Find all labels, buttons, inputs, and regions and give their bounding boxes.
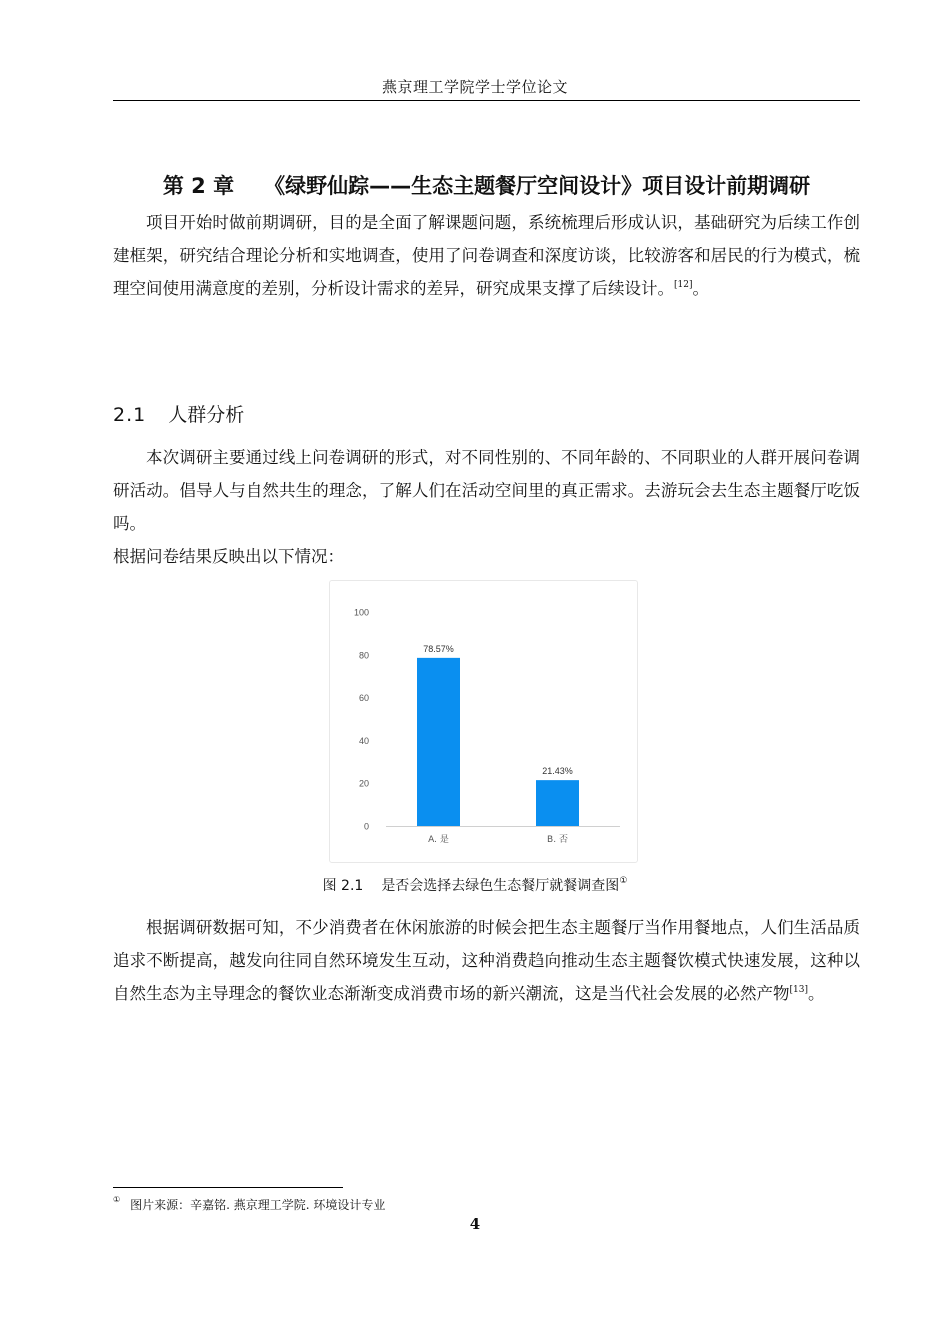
footnote-text: 图片来源：辛嘉铭. 燕京理工学院. 环境设计专业 [130,1198,386,1212]
bar-chart [330,581,637,862]
section-title: 人群分析 [168,404,245,426]
analysis-paragraph-end: 。 [807,984,825,1003]
bar-value-label: 78.57% [423,643,454,654]
header-rule [113,100,860,101]
chapter-number: 第 2 章 [162,174,235,198]
survey-intro-line [113,540,860,573]
survey-intro-text: 根据问卷结果反映出以下情况： [113,547,344,566]
section-paragraph-text: 本次调研主要通过线上问卷调研的形式，对不同性别的、不同年龄的、不同职业的人群开展问卷调研活动。倡导人与自然共生的理念，了解人们在活动空间里的真正需求。去游玩会去生态主题餐厅吃饭吗。 [113,448,860,533]
y-tick-label: 20 [358,778,369,789]
footnote-rule [113,1187,343,1188]
intro-paragraph-end: 。 [692,279,709,298]
figure-footnote-mark: ① [619,876,628,886]
bar-1 [417,658,460,826]
figure-caption-text: 是否会选择去绿色生态餐厅就餐调查图 [381,878,620,894]
bar-chart-figure [329,580,638,863]
section-number: 2.1 [113,404,147,426]
figure-number: 图 2.1 [322,878,364,894]
section-paragraph [113,441,860,540]
citation-12: [12] [674,280,693,290]
footnote [113,1196,385,1213]
chapter-title-text: 《绿野仙踪——生态主题餐厅空间设计》项目设计前期调研 [264,174,811,198]
y-tick-label: 0 [363,821,369,832]
x-tick-label: A. 是 [428,835,449,845]
running-header: 燕京理工学院学士学位论文 [381,78,568,96]
page-number: 4 [469,1215,481,1233]
y-tick-label: 80 [358,650,369,661]
y-tick-label: 60 [358,693,369,704]
figure-caption [0,875,950,895]
intro-paragraph-text: 项目开始时做前期调研，目的是全面了解课题问题，系统梳理后形成认识，基础研究为后续工作创建框架，研究结合理论分析和实地调查，使用了问卷调查和深度访谈，比较游客和居民的行为模式，梳理空间使用满意度的差别，分析设计需求的差异，研究成果支撑了后续设计。 [113,213,860,298]
section-heading [113,400,244,427]
bar-value-label: 21.43% [542,766,573,777]
y-tick-label: 100 [353,607,369,618]
intro-paragraph [113,206,860,305]
citation-13: [13] [789,985,808,995]
chapter-title [113,170,860,200]
x-tick-label: B. 否 [547,835,568,845]
bar-2 [536,780,579,826]
analysis-paragraph-text: 根据调研数据可知，不少消费者在休闲旅游的时候会把生态主题餐厅当作用餐地点，人们生活品质追求不断提高，越发向往同自然环境发生互动，这种消费趋向推动生态主题餐饮模式快速发展，这种以自然生态为主导理念的餐饮业态渐渐变成消费市场的新兴潮流，这是当代社会发展的必然产物 [113,918,860,1003]
y-tick-label: 40 [358,735,369,746]
footnote-mark: ① [113,1195,121,1204]
analysis-paragraph [113,911,860,1010]
